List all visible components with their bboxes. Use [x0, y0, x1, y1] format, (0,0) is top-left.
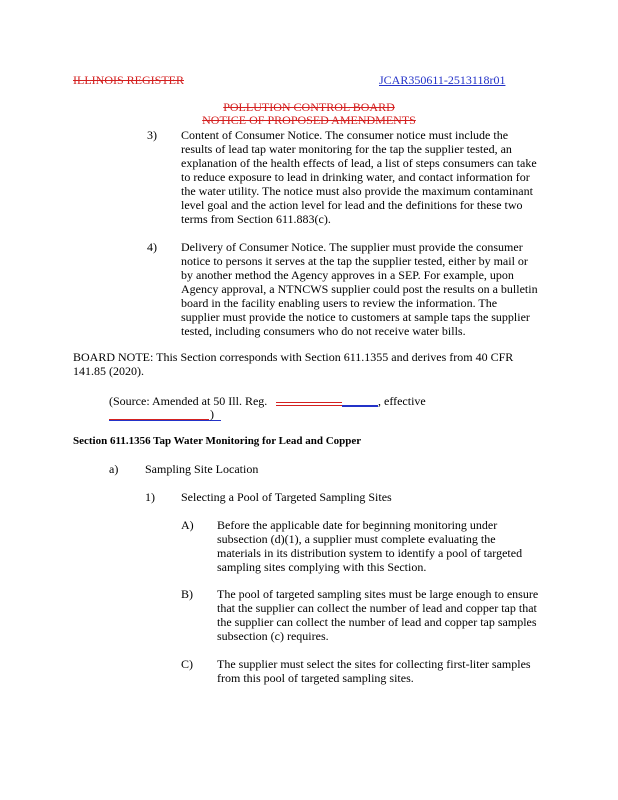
- source-date-inserted-line: [109, 420, 221, 421]
- source-deleted-line-2: [276, 405, 342, 406]
- sub-1-number: 1): [145, 490, 155, 504]
- item-B-line: that the supplier can collect the number of lead and copper tap that: [217, 601, 537, 615]
- item-B-line: subsection (c) requires.: [217, 629, 329, 643]
- item-3-line: the water utility. The notice must also provide the maximum contaminant: [181, 184, 533, 198]
- item-B-line: the supplier can collect the number of lead and copper tap samples: [217, 615, 537, 629]
- item-A-line: materials in its distribution system to identify a pool of targeted: [217, 546, 523, 560]
- item-4-line: Delivery of Consumer Notice. The supplier must provide the consumer: [181, 240, 523, 254]
- item-C-line: The supplier must select the sites for collecting first-liter samples: [217, 657, 531, 671]
- item-3-line: level goal and the action level for lead and the definitions for these two: [181, 198, 523, 212]
- item-3-line: explanation of the health effects of lead, a list of steps consumers can take: [181, 156, 537, 170]
- item-C-number: C): [181, 657, 193, 671]
- item-4-line: supplier must provide the notice to customers at sample taps the supplier: [181, 310, 530, 324]
- item-4-line: tested, including consumers who do not receive water bills.: [181, 324, 466, 338]
- item-3-line: results of lead tap water monitoring for the tap the supplier tested, an: [181, 142, 512, 156]
- item-3-line: to reduce exposure to lead in drinking water, and contact information for: [181, 170, 530, 184]
- sub-a-number: a): [109, 462, 119, 476]
- item-B-line: The pool of targeted sampling sites must be large enough to ensure: [217, 587, 539, 601]
- item-B-text: [217, 587, 587, 643]
- item-A-line: sampling sites complying with this Section.: [217, 560, 427, 574]
- source-deleted-line: [276, 402, 342, 403]
- board-note-line: 141.85 (2020).: [73, 364, 144, 378]
- source-close: ): [210, 407, 214, 421]
- board-name: POLLUTION CONTROL BOARD: [223, 100, 395, 114]
- source-inserted-line: [342, 405, 378, 407]
- source-effective: , effective: [378, 394, 426, 408]
- item-C-text: [217, 657, 587, 685]
- document-code: JCAR350611-2513118r01: [379, 73, 506, 87]
- sub-a-label: Sampling Site Location: [145, 462, 259, 476]
- item-A-line: subsection (d)(1), a supplier must complete evaluating the: [217, 532, 496, 546]
- section-heading: Section 611.1356 Tap Water Monitoring for Lead and Copper: [73, 435, 362, 447]
- item-4-text: [181, 240, 581, 338]
- item-A-line: Before the applicable date for beginning monitoring under: [217, 518, 498, 532]
- sub-1-label: Selecting a Pool of Targeted Sampling Sites: [181, 490, 392, 504]
- item-A-number: A): [181, 518, 194, 532]
- item-3-text: [181, 128, 581, 226]
- notice-title: NOTICE OF PROPOSED AMENDMENTS: [202, 113, 416, 127]
- item-4-line: Agency approval, a NTNCWS supplier could post the results on a bulletin: [181, 282, 538, 296]
- item-4-number: 4): [147, 240, 157, 254]
- item-A-text: [217, 518, 587, 574]
- item-3-line: terms from Section 611.883(c).: [181, 212, 331, 226]
- board-note: [73, 350, 583, 378]
- item-B-number: B): [181, 587, 193, 601]
- item-C-line: from this pool of targeted sampling sites.: [217, 671, 414, 685]
- board-note-line: BOARD NOTE: This Section corresponds with Section 611.1355 and derives from 40 CFR: [73, 350, 514, 364]
- source-prefix: (Source: Amended at 50 Ill. Reg.: [109, 394, 268, 408]
- item-4-line: board in the facility enabling users to review the information. The: [181, 296, 498, 310]
- item-3-line: Content of Consumer Notice. The consumer notice must include the: [181, 128, 509, 142]
- item-4-line: notice to persons it serves at the tap the supplier tested, either by mail or: [181, 254, 528, 268]
- item-4-line: by another method the Agency approves in a SEP. For example, upon: [181, 268, 514, 282]
- item-3-number: 3): [147, 128, 157, 142]
- register-name: ILLINOIS REGISTER: [73, 73, 184, 87]
